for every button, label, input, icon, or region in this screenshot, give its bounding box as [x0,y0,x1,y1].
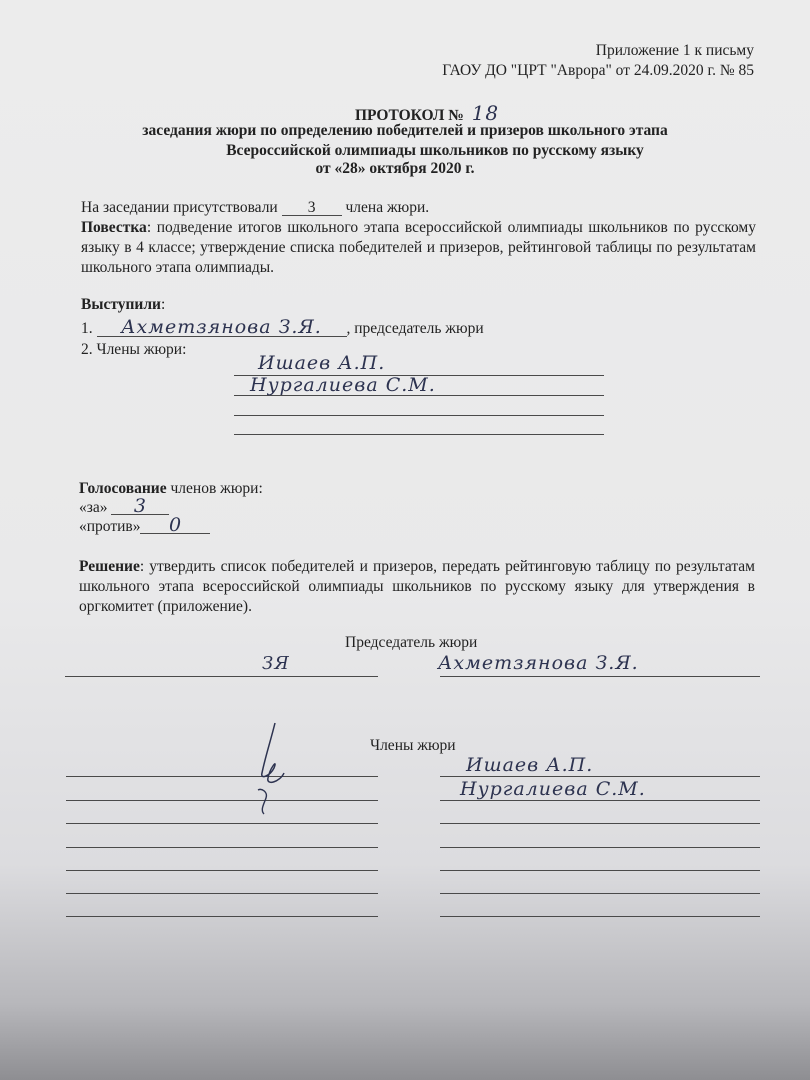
decision-text: : утвердить список победителей и призеров, передать рейтинговую таблицу по результатам школьного этапа всероссийской олимпиады школьников по русскому языку для утверждения в оргкомитет (приложение). [79,558,755,615]
members-left-line-5 [66,870,378,871]
members-left-line-3 [66,823,378,824]
speakers-label: Выступили [81,296,161,313]
members-right-line-5 [440,870,760,871]
title-line-3: Всероссийской олимпиады школьников по русскому языку [226,142,644,159]
speakers-heading [81,296,165,315]
vote-against-row [79,514,210,537]
members-right-line-6 [440,893,760,894]
speaker-item-1 [81,318,484,339]
decision-label: Решение [79,558,140,575]
members-right-line-1 [440,776,760,777]
protocol-label: ПРОТОКОЛ № [355,107,464,124]
members-left-line-4 [66,847,378,848]
signature-stroke-2 [258,789,266,814]
header-line-2: ГАОУ ДО "ЦРТ "Аврора" от 24.09.2020 г. № 85 [442,62,754,79]
members-left-line-6 [66,893,378,894]
vote-for-label: «за» [79,499,108,516]
voting-heading [79,480,263,499]
protocol-number: 18 [471,101,500,125]
agenda-text: : подведение итогов школьного этапа всероссийской олимпиады школьников по русскому языку в 4 классе; утверждение списка победителей и призеров, рейтинговой таблицы по результатам школьного этапа олимпиады. [81,219,756,276]
attendance-suffix: члена жюри. [345,199,430,216]
member-name-handwritten-1: Ишаев А.П. [258,352,386,374]
voting-label: Голосование [79,480,167,497]
member-signature-name-1: Ишаев А.П. [466,754,594,776]
member-signature-name-2: Нургалиева С.М. [460,778,646,800]
chair-label: Председатель жюри [345,634,478,651]
chair-signature: ЗЯ [262,653,290,674]
members-right-line-3 [440,823,760,824]
members-right-line-4 [440,847,760,848]
member-name-handwritten-2: Нургалиева С.М. [250,374,436,396]
vote-against-value: 0 [140,517,210,534]
chair-name-line [440,676,760,677]
member-signature-scribble [240,718,300,818]
speaker-item-1-prefix: 1. [81,320,93,337]
agenda-paragraph [81,218,756,278]
members-right-line-2 [440,800,760,801]
members-left-line-1 [66,776,378,777]
members-left-line-2 [66,800,378,801]
signature-stroke-1 [262,723,284,782]
members-label: Члены жюри [370,737,456,754]
title-line-4: от «28» октября 2020 г. [315,160,475,177]
title-line-2: заседания жюри по определению победителей и призеров школьного этапа [142,122,668,139]
member-line-4 [234,434,604,435]
chair-signature-line [65,676,378,677]
member-line-3 [234,415,604,416]
chair-name-signature: Ахметзянова З.Я. [438,652,639,674]
decision-paragraph [79,557,755,617]
members-right-line-7 [440,916,760,917]
vote-against-label: «против» [79,518,141,535]
attendance-prefix: На заседании присутствовали [81,199,278,216]
members-left-line-7 [66,916,378,917]
vote-for-row [79,495,169,518]
attendance-count: 3 [282,200,342,216]
speaker-item-1-suffix: , председатель жюри [346,320,484,337]
header-line-1: Приложение 1 к письму [595,42,754,59]
chair-name-handwritten: Ахметзянова З.Я. [97,318,347,337]
vote-for-value: 3 [111,498,169,515]
speakers-colon: : [160,296,166,313]
voting-suffix: членов жюри: [166,480,263,497]
attendance-line [81,199,429,218]
speaker-item-2-label: 2. Члены жюри: [81,341,187,358]
agenda-label: Повестка [81,219,147,236]
